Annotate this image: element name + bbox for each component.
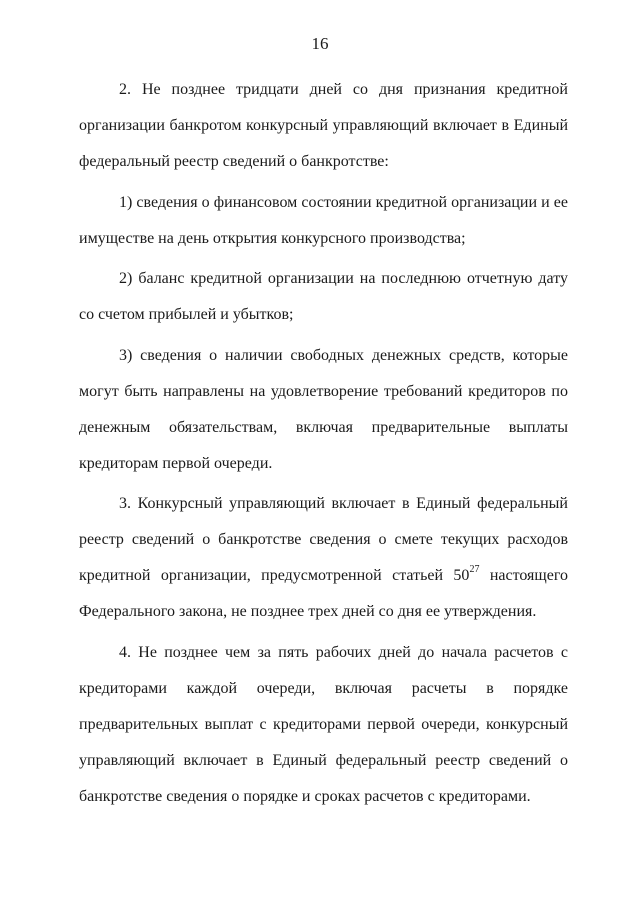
article-superscript: 27 xyxy=(469,563,480,575)
paragraph-2-item-3: 3) сведения о наличии свободных денежных средств, которые могут быть направлены на удовлетворение требований кредиторов по денежным обязательствам, включая предварительные выплаты кредиторам первой очереди. xyxy=(79,346,568,472)
paragraph-3 xyxy=(79,486,568,630)
document-body xyxy=(79,72,568,819)
paragraph-3-text-after: настоящего Федерального закона, не позднее трех дней со дня ее утверждения. xyxy=(79,567,569,620)
paragraph-2-item-1: 1) сведения о финансовом состоянии кредитной организации и ее имуществе на день открытия конкурсного производства; xyxy=(79,193,568,247)
paragraph-2: 2. Не позднее тридцати дней со дня признания кредитной организации банкротом конкурсный управляющий включает в Единый федеральный реестр сведений о банкротстве: xyxy=(79,81,568,170)
page-number: 16 xyxy=(311,34,329,53)
paragraph-3-text-before: 3. Конкурсный управляющий включает в Единый федеральный реестр сведений о банкротстве сведения о смете текущих расходов кредитной организации, предусмотренной статьей 50 xyxy=(79,495,568,584)
paragraph-2-item-2: 2) баланс кредитной организации на последнюю отчетную дату со счетом прибылей и убытков; xyxy=(79,270,568,323)
paragraph-4: 4. Не позднее чем за пять рабочих дней до начала расчетов с кредиторами каждой очереди, включая расчеты в порядке предварительных выплат с кредиторами первой очереди, конкурсный управляющий включает в Единый федеральный реестр сведений о банкротстве сведения о порядке и сроках расчетов с кредиторами. xyxy=(79,643,568,805)
